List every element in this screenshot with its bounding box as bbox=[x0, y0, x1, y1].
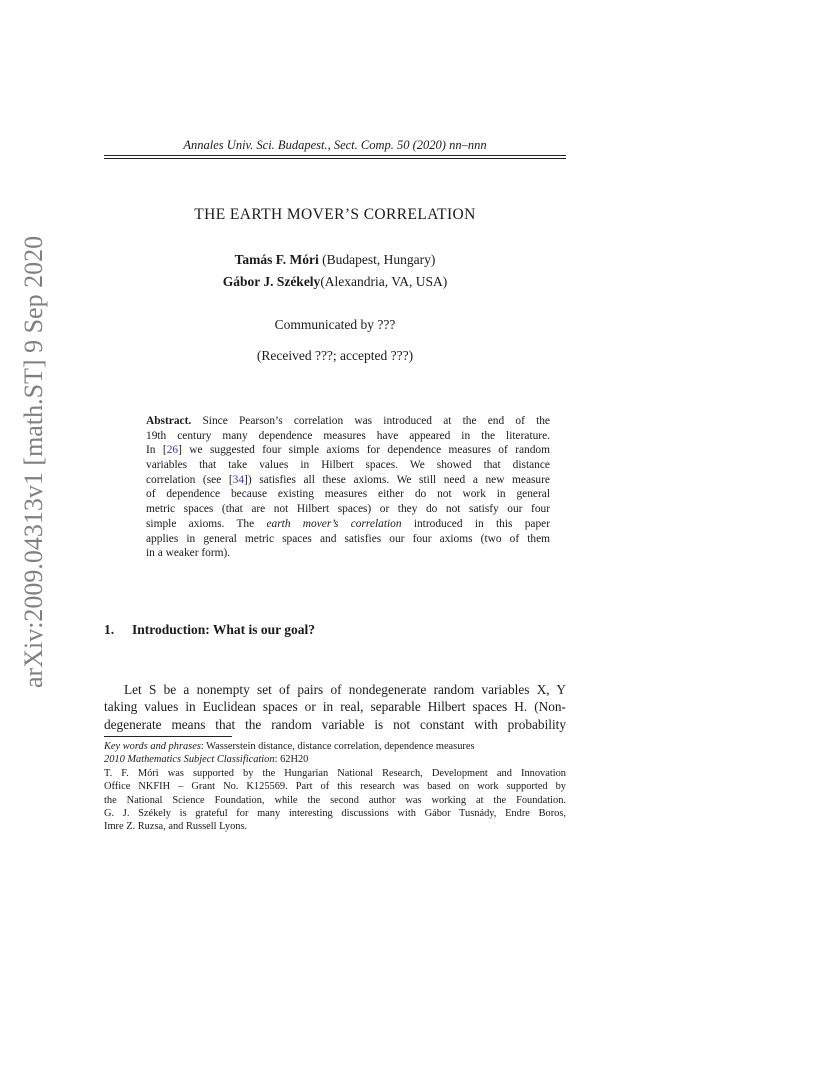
abstract-text: In [ bbox=[146, 444, 167, 457]
keywords-label: Key words and phrases bbox=[104, 741, 201, 752]
support-line: the National Science Foundation, while the second author was working at the Foundation. bbox=[104, 794, 566, 806]
body-line: degenerate means that the random variable is not constant with probability bbox=[104, 716, 566, 732]
support-line: T. F. Móri was supported by the Hungarian National Research, Development and Innovation bbox=[104, 767, 566, 779]
header-rule-bottom bbox=[104, 158, 566, 159]
msc-text: : 62H20 bbox=[274, 754, 309, 766]
support-line: Office NKFIH – Grant No. K125569. Part of this research was based on work supported by bbox=[104, 781, 566, 793]
msc-line bbox=[104, 753, 566, 766]
footnote-rule bbox=[104, 736, 232, 737]
msc-label: 2010 Mathematics Subject Classification bbox=[104, 754, 275, 766]
abstract-text: metric spaces (that are not Hilbert spaces) or they do not satisfy our four bbox=[146, 503, 550, 516]
abstract-line bbox=[146, 458, 550, 473]
abstract-text: simple axioms. The bbox=[146, 517, 267, 530]
abstract-line bbox=[146, 414, 550, 429]
keywords-text: : Wasserstein distance, distance correlation, dependence measures bbox=[200, 741, 475, 752]
abstract-text: correlation (see [ bbox=[146, 473, 233, 486]
author-line-1 bbox=[104, 252, 566, 268]
abstract-text: of dependence because existing measures either do not work in general bbox=[146, 488, 550, 501]
abstract-emphasis: earth mover’s correlation bbox=[266, 517, 402, 530]
body-line: Let S be a nonempty set of pairs of nondegenerate random variables X, Y bbox=[124, 682, 566, 697]
author-line-2 bbox=[104, 274, 566, 290]
paper-title: THE EARTH MOVER’S CORRELATION bbox=[194, 206, 476, 223]
abstract-line bbox=[146, 502, 550, 517]
support-line: G. J. Székely is grateful for many interesting discussions with Gábor Tusnády, Endre Boros, bbox=[104, 807, 566, 819]
section-number: 1. bbox=[104, 622, 115, 637]
body-line: taking values in Euclidean spaces or in real, separable Hilbert spaces H. (Non- bbox=[104, 699, 566, 715]
section-heading bbox=[104, 622, 566, 638]
abstract-text: introduced in this paper bbox=[401, 517, 550, 530]
author-name: Tamás F. Móri bbox=[234, 252, 319, 267]
abstract-text: variables that take values in Hilbert spaces. We showed that distance bbox=[146, 459, 550, 472]
abstract-line bbox=[146, 443, 550, 458]
abstract-text: 19th century many dependence measures have appeared in the literature. bbox=[146, 429, 550, 442]
author-affiliation: (Alexandria, VA, USA) bbox=[320, 274, 448, 289]
abstract-line bbox=[146, 532, 550, 547]
abstract-text: ]) satisfies all these axioms. We still need a new measure bbox=[244, 473, 550, 486]
citation-link[interactable]: 26 bbox=[166, 444, 179, 457]
abstract-text: Since Pearson’s correlation was introduced at the end of the bbox=[191, 415, 550, 427]
abstract-text: ] we suggested four simple axioms for dependence measures of random bbox=[178, 444, 550, 457]
header-rule-top bbox=[104, 155, 566, 156]
abstract-line bbox=[146, 487, 550, 502]
citation-link[interactable]: 34 bbox=[232, 473, 245, 486]
section-title: Introduction: What is our goal? bbox=[132, 622, 316, 637]
keywords-line bbox=[104, 740, 566, 753]
body-text bbox=[104, 681, 566, 733]
author-affiliation: (Budapest, Hungary) bbox=[318, 252, 436, 267]
journal-header: Annales Univ. Sci. Budapest., Sect. Comp. 50 (2020) nn–nnn bbox=[183, 138, 487, 152]
received-accepted: (Received ???; accepted ???) bbox=[256, 348, 414, 363]
support-line: Imre Z. Ruzsa, and Russell Lyons. bbox=[104, 821, 248, 833]
arxiv-stamp[interactable]: arXiv:2009.04313v1 [math.ST] 9 Sep 2020 bbox=[19, 235, 48, 688]
abstract-label: Abstract. bbox=[146, 415, 192, 427]
abstract-line bbox=[146, 473, 550, 488]
abstract-text: in a weaker form). bbox=[146, 547, 231, 560]
footnotes bbox=[104, 740, 566, 834]
abstract bbox=[146, 414, 550, 561]
author-name: Gábor J. Székely bbox=[222, 274, 321, 289]
abstract-line bbox=[146, 546, 550, 561]
abstract-line bbox=[146, 517, 550, 532]
abstract-line bbox=[146, 429, 550, 444]
communicated-by: Communicated by ??? bbox=[274, 317, 396, 332]
abstract-text: applies in general metric spaces and satisfies our four axioms (two of them bbox=[146, 532, 550, 545]
